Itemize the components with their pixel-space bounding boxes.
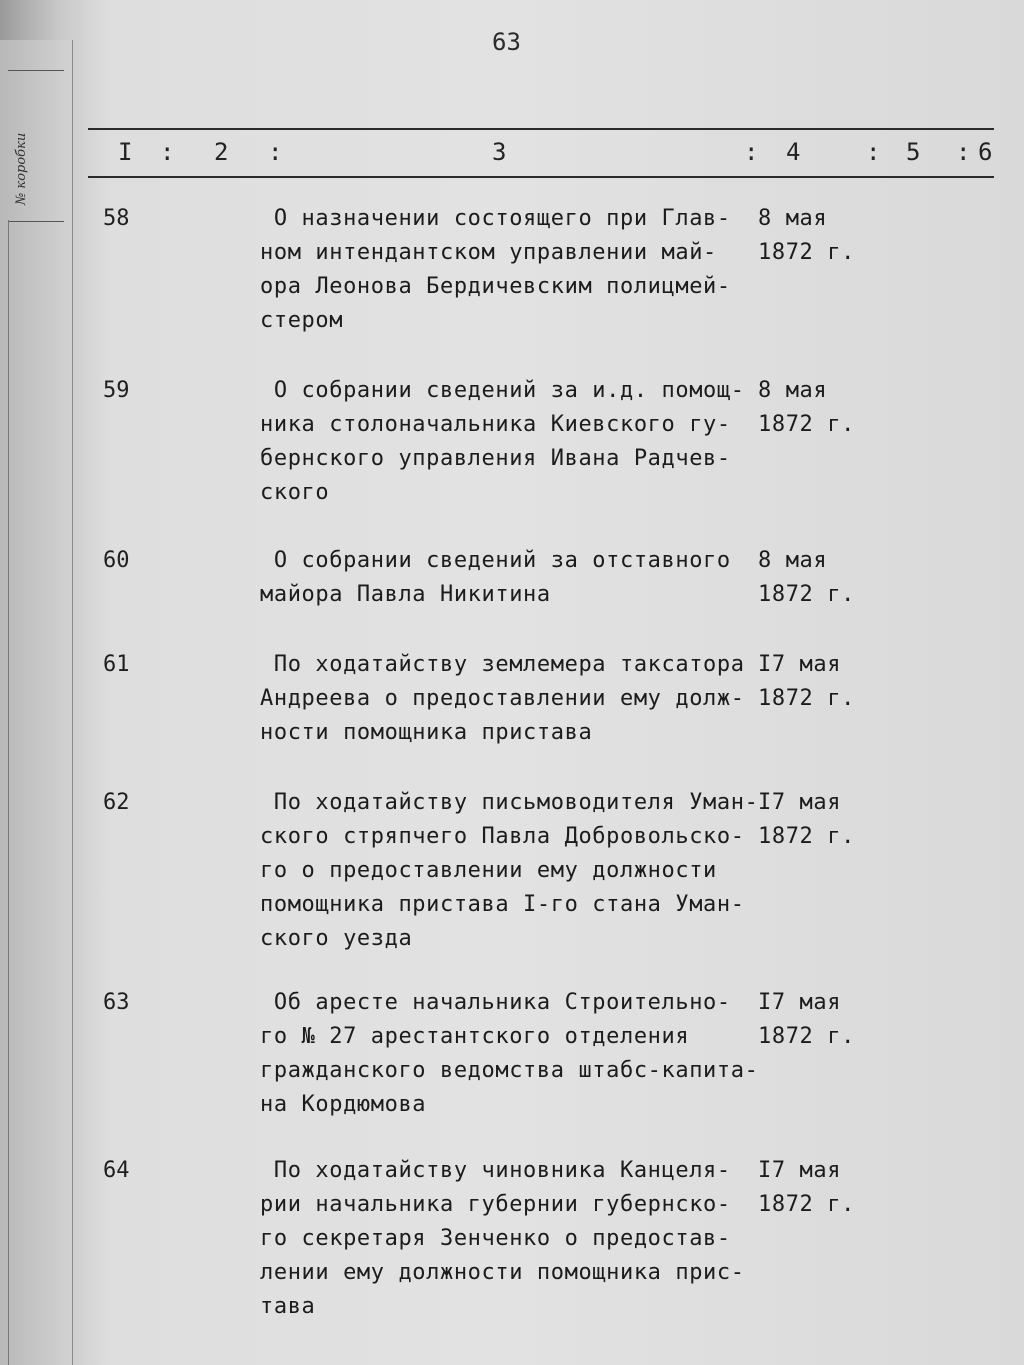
- description-line: ности помощника пристава: [260, 720, 593, 745]
- date-year: 1872 г.: [758, 686, 855, 711]
- column-separator: :: [956, 138, 971, 166]
- header-rule-bottom: [88, 176, 994, 178]
- entry-description: [260, 374, 760, 510]
- description-line: рии начальника губернии губернско-: [260, 1192, 731, 1217]
- description-line: го секретаря Зенченко о предостав-: [260, 1226, 731, 1251]
- description-line: го о предоставлении ему должности: [260, 858, 717, 883]
- entry-description: [260, 986, 760, 1122]
- date-year: 1872 г.: [758, 240, 855, 265]
- entry-description: [260, 648, 760, 750]
- description-line: О назначении состоящего при Глав-: [260, 206, 731, 231]
- entry-date: [758, 986, 855, 1054]
- entry-date: [758, 202, 855, 270]
- description-line: Об аресте начальника Строительно-: [260, 990, 731, 1015]
- column-header-3: 3: [492, 138, 507, 166]
- entry-date: [758, 544, 855, 612]
- binder-margin-line: [8, 220, 9, 1365]
- date-day: I7 мая: [758, 652, 842, 677]
- column-header-1: I: [118, 138, 133, 166]
- entry-number: 61: [103, 652, 130, 677]
- column-header-4: 4: [786, 138, 801, 166]
- date-year: 1872 г.: [758, 1024, 855, 1049]
- date-year: 1872 г.: [758, 824, 855, 849]
- entry-date: [758, 374, 855, 442]
- column-separator: :: [268, 138, 283, 166]
- header-rule-top: [88, 128, 994, 130]
- page-number: 63: [492, 28, 521, 56]
- description-line: лении ему должности помощника прис-: [260, 1260, 745, 1285]
- entry-number: 60: [103, 548, 130, 573]
- entry-date: [758, 786, 855, 854]
- column-header-5: 5: [906, 138, 921, 166]
- description-line: на Кордюмова: [260, 1092, 427, 1117]
- column-header-6: 6: [978, 138, 993, 166]
- entry-description: [260, 202, 760, 338]
- description-line: По ходатайству чиновника Канцеля-: [260, 1158, 731, 1183]
- entry-date: [758, 648, 855, 716]
- entry-number: 58: [103, 206, 130, 231]
- entry-number: 62: [103, 790, 130, 815]
- description-line: По ходатайству письмоводителя Уман-: [260, 790, 759, 815]
- entry-date: [758, 1154, 855, 1222]
- column-header-2: 2: [214, 138, 229, 166]
- description-line: ского стряпчего Павла Добровольско-: [260, 824, 745, 849]
- column-separator: :: [160, 138, 175, 166]
- description-line: помощника пристава I-го стана Уман-: [260, 892, 745, 917]
- description-line: бернского управления Ивана Радчев-: [260, 446, 731, 471]
- column-separator: :: [866, 138, 881, 166]
- description-line: ника столоначальника Киевского гу-: [260, 412, 731, 437]
- description-line: майора Павла Никитина: [260, 582, 551, 607]
- date-day: 8 мая: [758, 548, 828, 573]
- entry-description: [260, 544, 760, 612]
- description-line: Андреева о предоставлении ему долж-: [260, 686, 745, 711]
- description-line: По ходатайству землемера таксатора: [260, 652, 745, 677]
- entry-description: [260, 1154, 760, 1324]
- description-line: О собрании сведений за и.д. помощ-: [260, 378, 745, 403]
- description-line: ского уезда: [260, 926, 413, 951]
- column-separator: :: [744, 138, 759, 166]
- description-line: го № 27 арестантского отделения: [260, 1024, 690, 1049]
- date-year: 1872 г.: [758, 1192, 855, 1217]
- description-line: стером: [260, 308, 344, 333]
- description-line: ном интендантском управлении май-: [260, 240, 717, 265]
- entry-number: 64: [103, 1158, 130, 1183]
- date-day: 8 мая: [758, 378, 828, 403]
- date-day: 8 мая: [758, 206, 828, 231]
- date-year: 1872 г.: [758, 412, 855, 437]
- entry-number: 63: [103, 990, 130, 1015]
- entry-description: [260, 786, 760, 956]
- date-day: I7 мая: [758, 790, 842, 815]
- description-line: О собрании сведений за отставного: [260, 548, 731, 573]
- date-year: 1872 г.: [758, 582, 855, 607]
- entry-number: 59: [103, 378, 130, 403]
- description-line: тава: [260, 1294, 316, 1319]
- description-line: ора Леонова Бердичевским полицмей-: [260, 274, 731, 299]
- description-line: ского: [260, 480, 330, 505]
- description-line: гражданского ведомства штабс-капита-: [260, 1058, 759, 1083]
- date-day: I7 мая: [758, 1158, 842, 1183]
- date-day: I7 мая: [758, 990, 842, 1015]
- binder-label: № коробки: [14, 132, 29, 205]
- binder-strip: [0, 40, 73, 1365]
